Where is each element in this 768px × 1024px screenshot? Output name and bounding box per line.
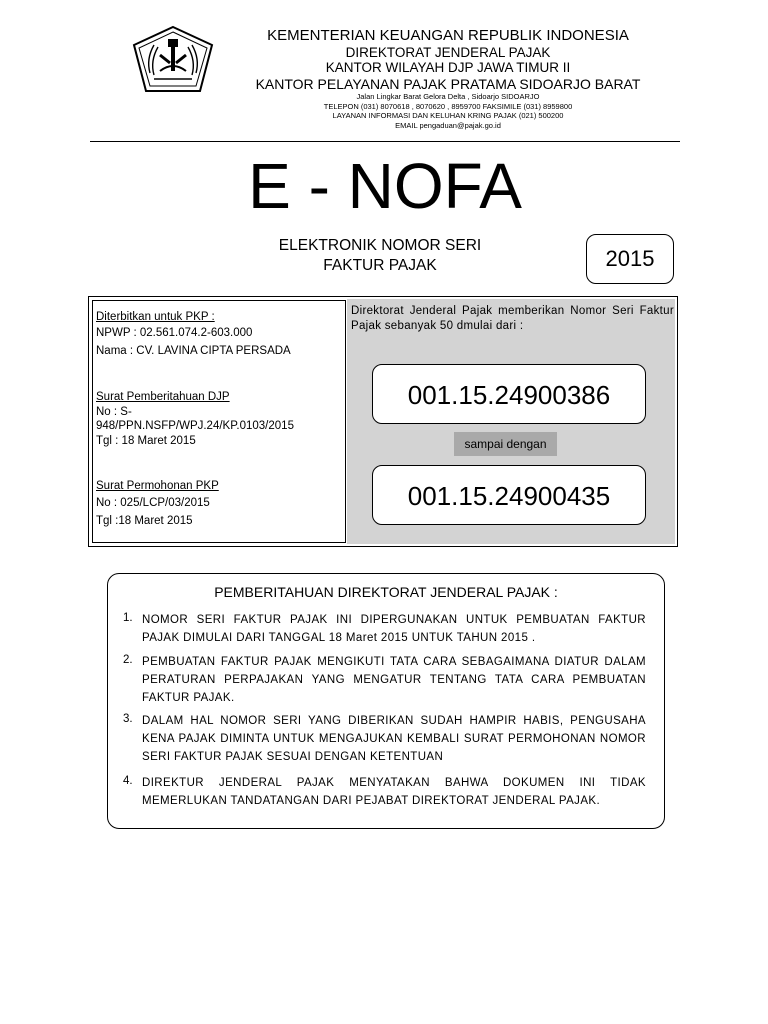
contact-email: EMAIL pengaduan@pajak.go.id: [395, 120, 501, 130]
notice-item-text: PEMBUATAN FAKTUR PAJAK MENGIKUTI TATA CARA SEBAGAIMANA DIATUR DALAM PERATURAN PERPAJAKAN YANG MENGATUR TENTANG TATA CARA PEMBUATAN FAKTUR PAJAK.: [142, 656, 646, 704]
notice-item-number: 2.: [123, 654, 133, 666]
issued-for-label: Diterbitkan untuk PKP :: [96, 311, 215, 323]
notice-item-number: 1.: [123, 612, 133, 624]
notice-item-number: 3.: [123, 713, 133, 725]
djp-letter-label: Surat Pemberitahuan DJP: [96, 391, 230, 403]
notice-item-text: DALAM HAL NOMOR SERI YANG DIBERIKAN SUDAH HAMPIR HABIS, PENGUSAHA KENA PAJAK DIMINTA UNTUK MENGAJUKAN KEMBALI SURAT PERMOHONAN NOMOR SERI FAKTUR PAJAK SESUAI DENGAN KETENTUAN: [142, 715, 646, 763]
tax-office-name: KANTOR PELAYANAN PAJAK PRATAMA SIDOARJO BARAT: [255, 76, 641, 92]
regional-office-name: KANTOR WILAYAH DJP JAWA TIMUR II: [325, 60, 571, 75]
djp-letter-number: 948/PPN.NSFP/WPJ.24/KP.0103/2015: [96, 420, 294, 432]
ministry-name: KEMENTERIAN KEUANGAN REPUBLIK INDONESIA: [267, 27, 629, 44]
header-divider: [90, 141, 680, 142]
notice-title: PEMBERITAHUAN DIREKTORAT JENDERAL PAJAK :: [214, 584, 558, 600]
serial-start: 001.15.24900386: [372, 364, 646, 424]
subtitle-line-2: FAKTUR PAJAK: [323, 257, 437, 274]
npwp-value: NPWP : 02.561.074.2-603.000: [96, 327, 253, 339]
djp-letter-number-prefix: No : S-: [96, 406, 132, 418]
year-badge: 2015: [586, 234, 674, 284]
notice-item-number: 4.: [123, 775, 133, 787]
directorate-name: DIREKTORAT JENDERAL PAJAK: [345, 45, 551, 60]
document-title: E - NOFA: [248, 150, 522, 222]
taxpayer-name: Nama : CV. LAVINA CIPTA PERSADA: [96, 345, 291, 357]
office-telephone: TELEPON (031) 8070618 , 8070620 , 8959700 FAKSIMILE (031) 8959800: [323, 101, 573, 111]
djp-letter-date: Tgl : 18 Maret 2015: [96, 435, 196, 447]
service-info: LAYANAN INFORMASI DAN KELUHAN KRING PAJAK (021) 500200: [332, 111, 564, 120]
until-label: sampai dengan: [454, 432, 557, 456]
office-address: Jalan Lingkar Barat Gelora Delta , Sidoarjo SIDOARJO: [356, 92, 540, 101]
notice-item-text: DIREKTUR JENDERAL PAJAK MENYATAKAN BAHWA DOKUMEN INI TIDAK MEMERLUKAN TANDATANGAN DARI PEJABAT DIREKTORAT JENDERAL PAJAK.: [142, 777, 646, 807]
serial-intro-text: Direktorat Jenderal Pajak memberikan Nomor Seri Faktur Pajak sebanyak 50 dmulai dari :: [351, 305, 674, 332]
subtitle-line-1: ELEKTRONIK NOMOR SERI: [278, 237, 482, 254]
pkp-request-date: Tgl :18 Maret 2015: [96, 515, 193, 527]
notice-item-text: NOMOR SERI FAKTUR PAJAK INI DIPERGUNAKAN UNTUK PEMBUATAN FAKTUR PAJAK DIMULAI DARI TANGGAL 18 Maret 2015 UNTUK TAHUN 2015 .: [142, 614, 646, 644]
pkp-request-number: No : 025/LCP/03/2015: [96, 497, 210, 509]
pkp-request-label: Surat Permohonan PKP: [96, 480, 219, 492]
serial-end: 001.15.24900435: [372, 465, 646, 525]
ministry-logo: [130, 25, 216, 95]
